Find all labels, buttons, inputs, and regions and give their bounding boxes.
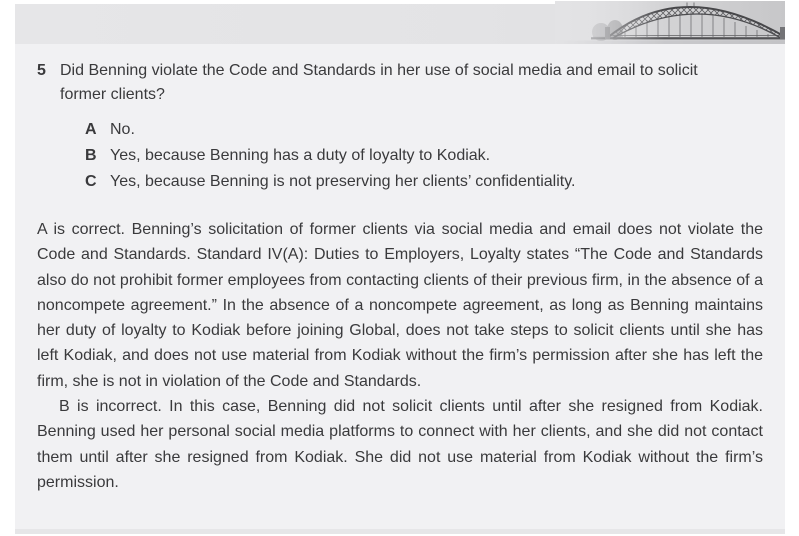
answer-explanation — [37, 217, 763, 495]
choice-c — [85, 169, 763, 195]
answer-choices — [37, 117, 763, 195]
choice-c-letter: C — [85, 173, 97, 190]
choice-b — [85, 143, 763, 169]
choice-c-text: Yes, because Benning is not preserving her clients’ confidentiality. — [110, 173, 576, 190]
question-row — [37, 59, 763, 107]
question-number: 5 — [37, 62, 46, 79]
header-band — [15, 4, 785, 44]
choice-a — [85, 117, 763, 143]
question-text: Did Benning violate the Code and Standards in her use of social media and email to solicit former clients? — [60, 62, 698, 103]
harbour-bridge-illustration — [555, 1, 785, 44]
choice-b-text: Yes, because Benning has a duty of loyalty to Kodiak. — [110, 147, 491, 164]
choice-a-text: No. — [110, 121, 135, 138]
harbour-bridge-photo — [555, 1, 785, 44]
explanation-paragraph-b: B is incorrect. In this case, Benning did not solicit clients until after she resigned from Kodiak. Benning used her personal social media platforms to connect with her clients, and she did not contact them until after she resigned from Kodiak. She did not use material from Kodiak without the firm’s permission. — [37, 398, 763, 491]
content-panel — [15, 44, 785, 534]
choice-b-letter: B — [85, 147, 97, 164]
explanation-paragraph-a: A is correct. Benning’s solicitation of former clients via social media and email does not violate the Code and Standards. Standard IV(A): Duties to Employers, Loyalty states “The Code and Standards also do not prohibit former employees from contacting clients of their previous firm, in the absence of a noncompete agreement.” In the absence of a noncompete agreement, as long as Benning maintains her duty of loyalty to Kodiak before joining Global, does not take steps to solicit clients until she has left Kodiak, and does not use material from Kodiak without the firm’s permission after she has left the firm, she is not in violation of the Code and Standards. — [37, 221, 763, 390]
choice-a-letter: A — [85, 121, 97, 138]
